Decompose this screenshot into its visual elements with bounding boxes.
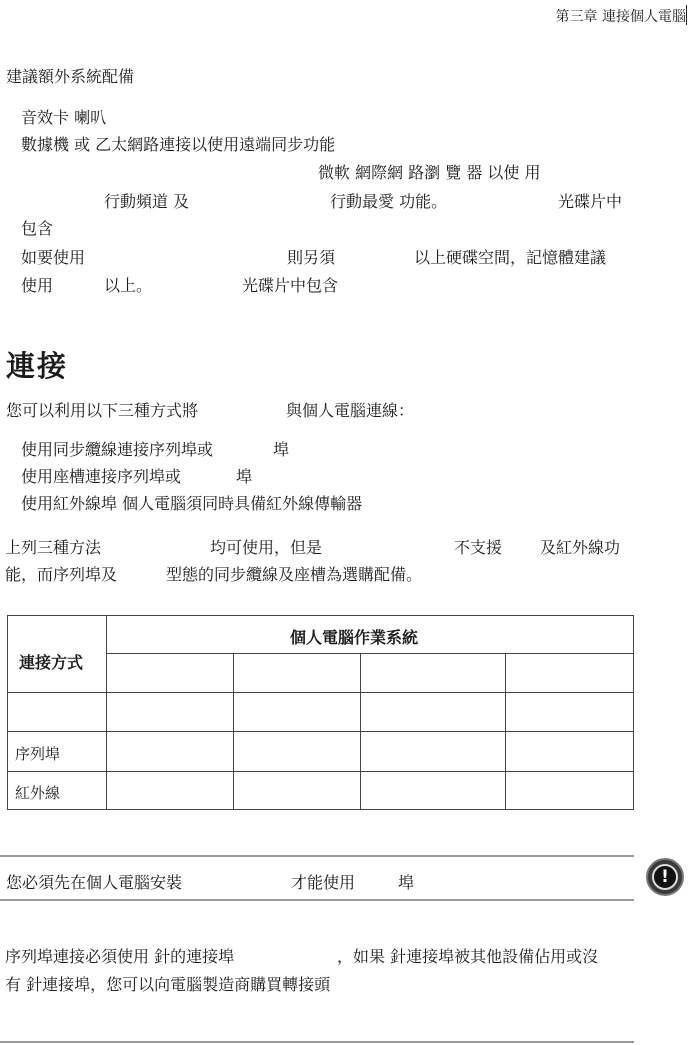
note-rule-top [0, 855, 634, 857]
note-text: 埠 [398, 873, 415, 892]
text-fragment: 使用 [21, 276, 54, 295]
table-header-pc-os: 個人電腦作業系統 [290, 628, 419, 647]
table-rule [360, 653, 361, 810]
table-rule [7, 771, 634, 772]
text-fragment: 光碟片中 [558, 192, 623, 211]
text-fragment: 上列三種方法 [5, 538, 102, 557]
chapter-header: 第三章 連接個人電腦 [555, 9, 686, 25]
table-row-label: 序列埠 [15, 745, 61, 763]
text-fragment: 及紅外線功 [540, 538, 621, 557]
text-fragment: 均可使用，但是 [210, 538, 323, 557]
text-fragment: ，如果 針連接埠被其他設備佔用或沒 [337, 947, 599, 966]
text-fragment: 如要使用 [21, 248, 86, 267]
warning-icon: ! [646, 858, 684, 896]
bottom-rule [0, 1041, 634, 1043]
note-text: 您必須先在個人電腦安裝 [6, 873, 183, 892]
list-item: 使用座槽連接序列埠或 [21, 467, 182, 486]
text-fragment: 不支援 [454, 538, 503, 557]
table-rule [233, 653, 234, 810]
text-fragment: 以上硬碟空間，記憶體建議 [414, 248, 607, 267]
intro-text: 您可以利用以下三種方式將 [6, 401, 199, 420]
text-fragment: 行動頻道 及 [104, 192, 190, 211]
text-fragment: 埠 [236, 467, 253, 486]
text-fragment: 微軟 網際網 路瀏 覽 器 以使 用 [318, 163, 541, 182]
note-text: 才能使用 [291, 873, 356, 892]
text-fragment: 則另須 [287, 248, 336, 267]
table-rule [505, 653, 506, 810]
table-rule [7, 692, 634, 693]
text-fragment: 能，而序列埠及 [5, 565, 118, 584]
text-fragment: 以上。 [104, 276, 153, 295]
text-fragment: 行動最愛 功能。 [330, 192, 448, 211]
text-fragment: 序列埠連接必須使用 針的連接埠 [5, 947, 235, 966]
table-row-label: 紅外線 [15, 784, 61, 802]
table-rule [106, 615, 107, 810]
list-item: 音效卡 喇叭 [21, 108, 107, 127]
intro-text: 與個人電腦連線： [286, 401, 415, 420]
text-fragment: 光碟片中包含 [242, 276, 339, 295]
text-fragment: 包含 [21, 219, 54, 238]
list-item: 使用紅外線埠 個人電腦須同時具備紅外線傳輸器 [21, 494, 363, 513]
text-fragment: 有 針連接埠，您可以向電腦製造商購買轉接頭 [5, 975, 331, 994]
list-item: 數據機 或 乙太網路連接以使用遠端同步功能 [21, 135, 336, 154]
note-rule-bottom [0, 899, 634, 901]
section-heading-connect: 連接 [6, 349, 69, 383]
header-divider [686, 5, 687, 25]
table-rule [7, 731, 634, 732]
section-title-recommended: 建議額外系統配備 [6, 67, 135, 86]
text-fragment: 埠 [273, 440, 290, 459]
text-fragment: 型態的同步纜線及座槽為選購配備。 [166, 565, 423, 584]
table-header-connection-method: 連接方式 [19, 653, 84, 672]
list-item: 使用同步纜線連接序列埠或 [21, 440, 214, 459]
table-rule [106, 653, 633, 654]
